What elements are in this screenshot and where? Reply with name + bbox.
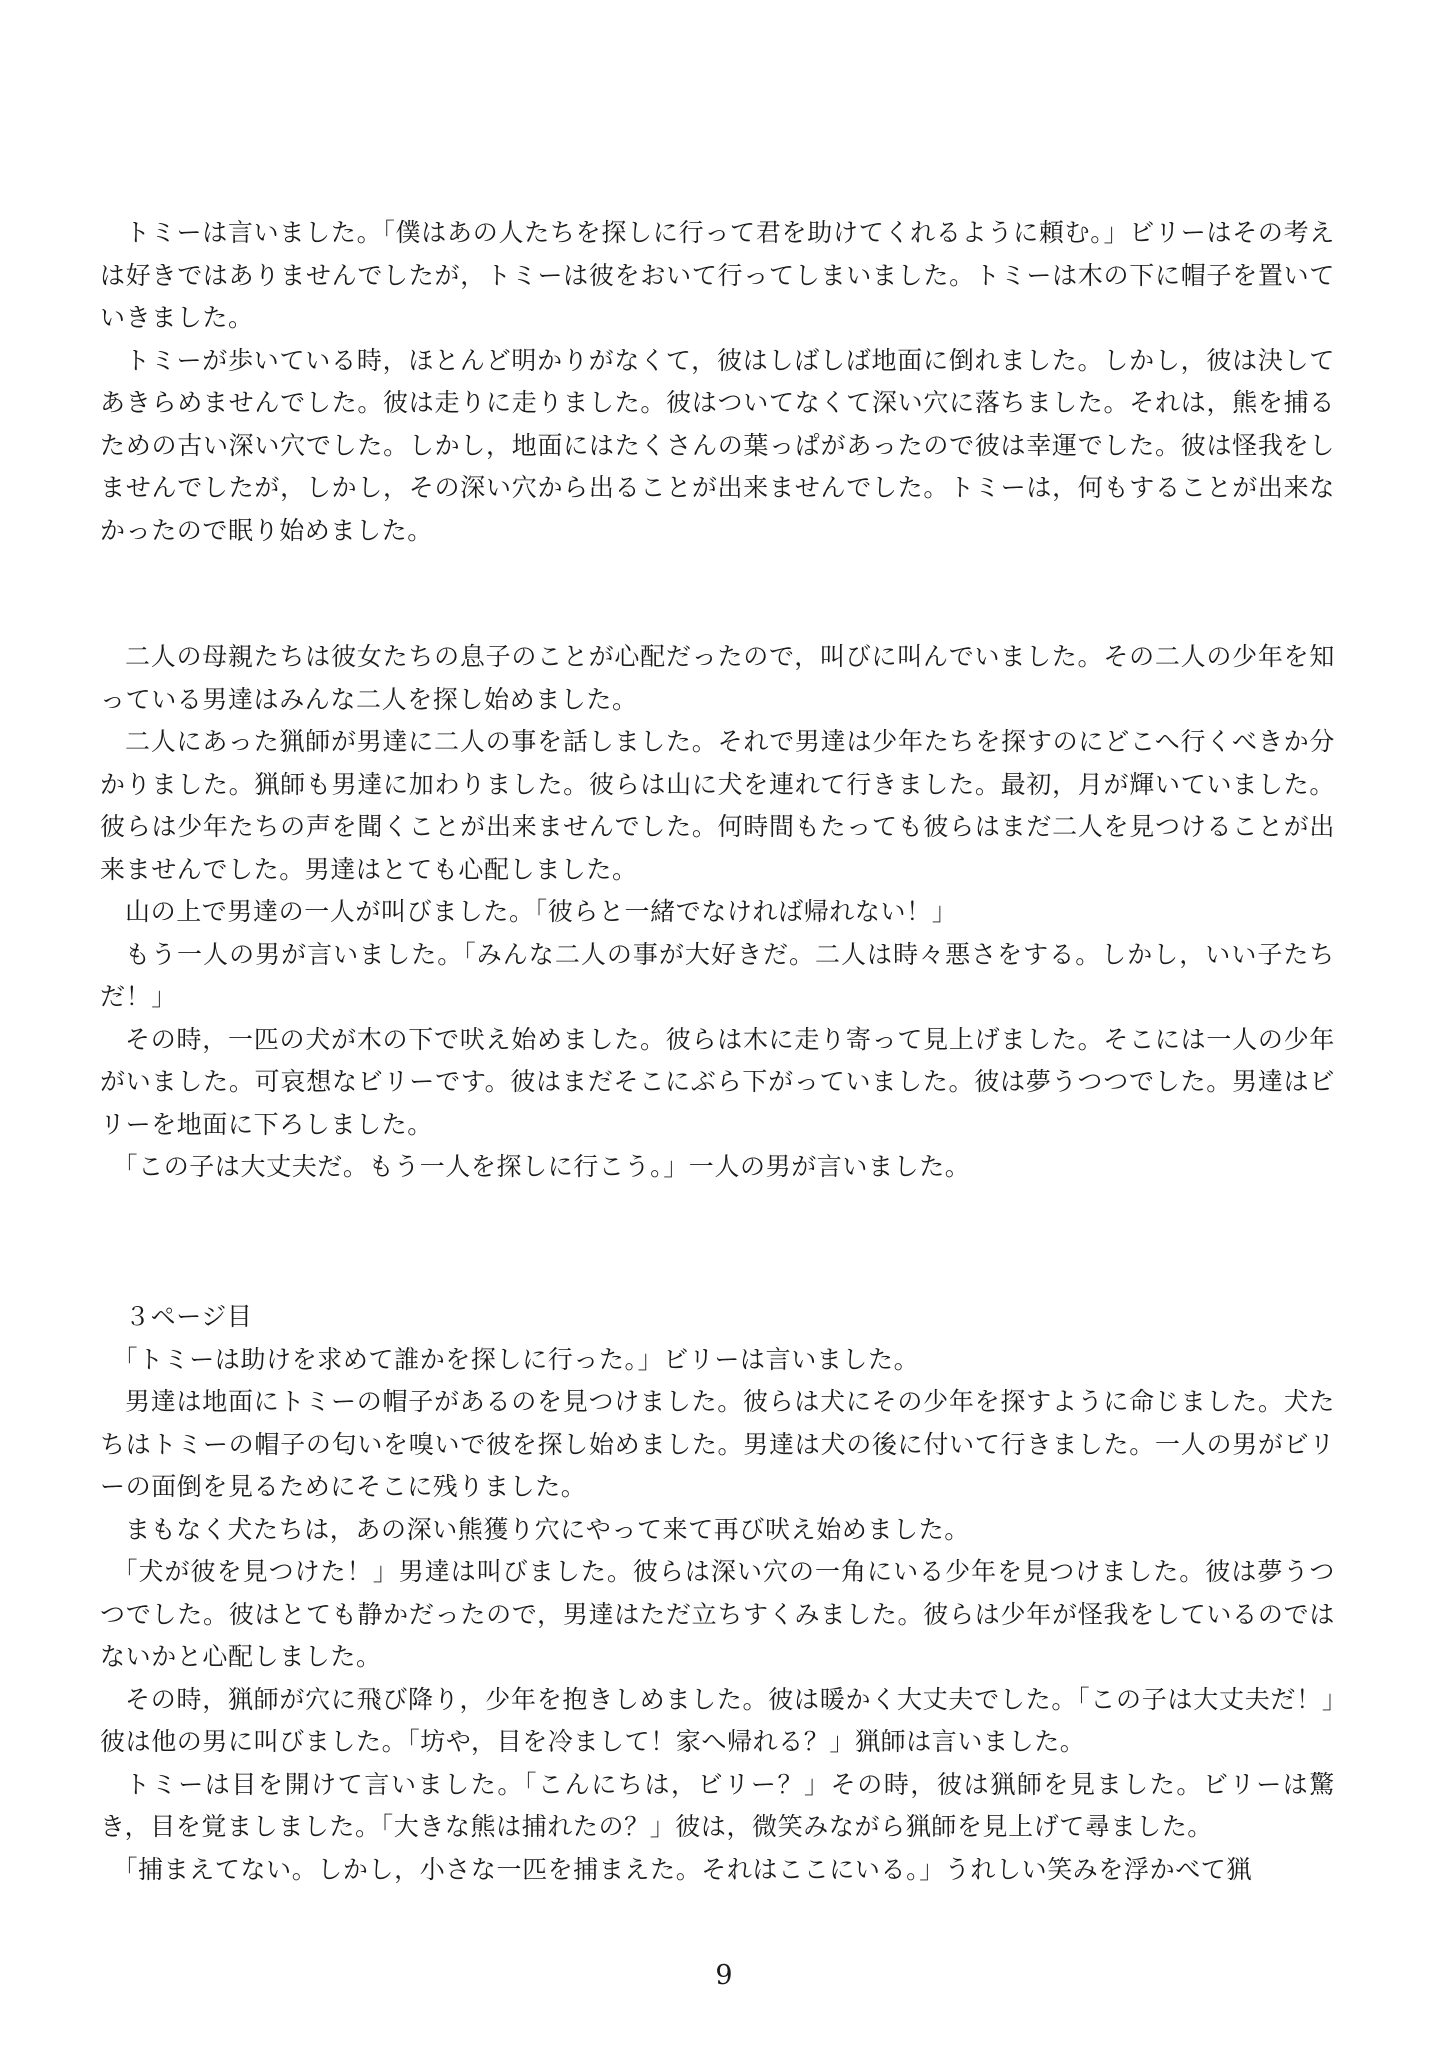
- paragraph: もう一人の男が言いました。「みんな二人の事が大好きだ。二人は時々悪さをする。しかし，いい子たちだ！」: [100, 939, 1335, 1011]
- paragraph: 男達は地面にトミーの帽子があるのを見つけました。彼らは犬にその少年を探すように命じました。犬たちはトミーの帽子の匂いを嗅いで彼を探し始めました。男達は犬の後に付いて行きました。一人の男がビリーの面倒を見るためにそこに残りました。: [100, 1387, 1335, 1501]
- paragraph: 二人の母親たちは彼女たちの息子のことが心配だったので，叫びに叫んでいました。その二人の少年を知っている男達はみんな二人を探し始めました。: [100, 642, 1335, 714]
- section-heading: ３ページ目: [125, 1302, 253, 1331]
- paragraph: 山の上で男達の一人が叫びました。「彼らと一緒でなければ帰れない！」: [125, 897, 958, 926]
- paragraph: トミーが歩いている時，ほとんど明かりがなくて，彼はしばしば地面に倒れました。しかし，彼は決してあきらめませんでした。彼は走りに走りました。彼はついてなくて深い穴に落ちました。それは，熊を捕るための古い深い穴でした。しかし，地面にはたくさんの葉っぱがあったので彼は幸運でした。彼は怪我をしませんでしたが，しかし，その深い穴から出ることが出来ませんでした。トミーは，何もすることが出来なかったので眠り始めました。: [100, 345, 1335, 545]
- paragraph: トミーは言いました。「僕はあの人たちを探しに行って君を助けてくれるように頼む。」ビリーはその考えは好きではありませんでしたが，トミーは彼をおいて行ってしまいました。トミーは木の下に帽子を置いていきました。: [100, 218, 1335, 332]
- paragraph: 「捕まえてない。しかし，小さな一匹を捕まえた。それはここにいる。」うれしい笑みを浮かべて猟: [112, 1854, 1253, 1884]
- story-section-1: [100, 212, 1335, 552]
- paragraph: 「トミーは助けを求めて誰かを探しに行った。」ビリーは言いました。: [112, 1344, 920, 1374]
- paragraph: トミーは目を開けて言いました。「こんにちは，ビリー？」その時，彼は猟師を見ました。ビリーは驚き，目を覚ましました。「大きな熊は捕れたの？」彼は，微笑みながら猟師を見上げて尋ました。: [100, 1769, 1335, 1841]
- paragraph: まもなく犬たちは，あの深い熊獲り穴にやって来て再び吠え始めました。: [125, 1514, 970, 1544]
- paragraph: 「犬が彼を見つけた！」男達は叫びました。彼らは深い穴の一角にいる少年を見つけました。彼は夢うつつでした。彼はとても静かだったので，男達はただ立ちすくみました。彼らは少年が怪我をしているのではないかと心配しました。: [100, 1557, 1335, 1671]
- paragraph: 「この子は大丈夫だ。もう一人を探しに行こう。」一人の男が言いました。: [112, 1152, 971, 1181]
- paragraph: その時，一匹の犬が木の下で吠え始めました。彼らは木に走り寄って見上げました。そこには一人の少年がいました。可哀想なビリーです。彼はまだそこにぶら下がっていました。彼は夢うつつでした。男達はビリーを地面に下ろしました。: [100, 1024, 1335, 1139]
- story-section-3: [100, 1296, 1335, 1891]
- page-number: 9: [715, 1960, 733, 1991]
- story-section-2: [100, 636, 1335, 1189]
- paragraph: 二人にあった猟師が男達に二人の事を話しました。それで男達は少年たちを探すのにどこへ行くべきか分かりました。猟師も男達に加わりました。彼らは山に犬を連れて行きました。最初，月が輝いていました。彼らは少年たちの声を聞くことが出来ませんでした。何時間もたっても彼らはまだ二人を見つけることが出来ませんでした。男達はとても心配しました。: [100, 727, 1335, 884]
- paragraph: その時，猟師が穴に飛び降り，少年を抱きしめました。彼は暖かく大丈夫でした。「この子は大丈夫だ！」彼は他の男に叫びました。「坊や，目を冷まして！家へ帰れる？」猟師は言いました。: [100, 1684, 1335, 1756]
